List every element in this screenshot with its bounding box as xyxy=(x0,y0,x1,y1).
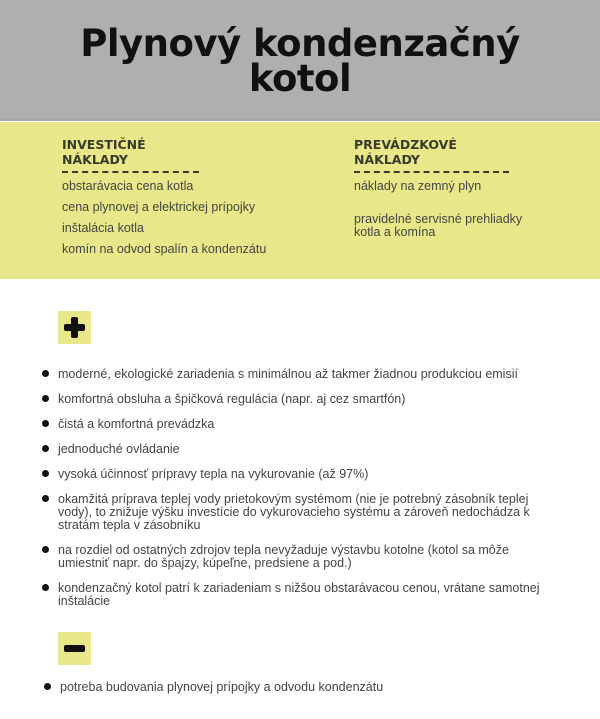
pros-list xyxy=(42,368,562,608)
list-item-text: na rozdiel od ostatných zdrojov tepla nevyžaduje výstavbu kotolne (kotol sa môže umiestniť napr. do špajzy, kúpeľne, predsiene a pod.) xyxy=(58,543,509,570)
bullet-icon xyxy=(42,420,49,427)
bullet-icon xyxy=(42,470,49,477)
investment-heading: INVESTIČNÉ NÁKLADY xyxy=(62,137,199,173)
list-item: pravidelné servisné prehliadky kotla a komína xyxy=(354,212,523,239)
page-title xyxy=(0,0,600,100)
cons-list xyxy=(44,681,564,694)
title-line-1: Plynový kondenzačný xyxy=(80,22,520,65)
operating-costs xyxy=(354,137,544,246)
list-item-text: vysoká účinnosť prípravy tepla na vykurovanie (až 97%) xyxy=(58,467,369,481)
plus-icon xyxy=(58,311,91,344)
list-item-text: kondenzačný kotol patrí k zariadeniam s nižšou obstarávacou cenou, vrátane samotnej inštalácie xyxy=(58,581,540,608)
list-item: náklady na zemný plyn xyxy=(354,179,482,193)
list-item: komín na odvod spalín a kondenzátu xyxy=(62,242,267,256)
title-banner xyxy=(0,0,600,121)
investment-costs xyxy=(62,137,266,263)
list-item-text: okamžitá príprava teplej vody prietokovým systémom (nie je potrebný zásobník teplej vody), to znižuje výšku investície do vykurovacieho systému a zároveň nedochádza k stratám tepla v zásobníku xyxy=(58,492,530,532)
bullet-icon xyxy=(42,495,49,502)
list-item xyxy=(44,681,564,694)
list-item-text: potreba budovania plynovej prípojky a odvodu kondenzátu xyxy=(60,680,384,694)
bullet-icon xyxy=(44,683,51,690)
bullet-icon xyxy=(42,370,49,377)
list-item xyxy=(42,443,562,456)
minus-icon xyxy=(58,632,91,665)
list-item xyxy=(42,368,562,381)
list-item-text: čistá a komfortná prevádzka xyxy=(58,417,215,431)
title-line-2: kotol xyxy=(248,57,352,100)
list-item xyxy=(42,468,562,481)
operating-heading: PREVÁDZKOVÉ NÁKLADY xyxy=(354,137,509,173)
list-item xyxy=(42,544,562,570)
list-item: cena plynovej a elektrickej prípojky xyxy=(62,200,256,214)
bullet-icon xyxy=(42,546,49,553)
list-item-text: jednoduché ovládanie xyxy=(58,442,180,456)
list-item: obstarávacia cena kotla xyxy=(62,179,194,193)
costs-section xyxy=(0,122,600,279)
bullet-icon xyxy=(42,395,49,402)
bullet-icon xyxy=(42,584,49,591)
list-item: inštalácia kotla xyxy=(62,221,144,235)
list-item-text: moderné, ekologické zariadenia s minimálnou až takmer žiadnou produkciou emisií xyxy=(58,367,518,381)
list-item xyxy=(42,493,562,532)
list-item-text: komfortná obsluha a špičková regulácia (napr. aj cez smartfón) xyxy=(58,392,406,406)
list-item xyxy=(42,393,562,406)
bullet-icon xyxy=(42,445,49,452)
list-item xyxy=(42,582,562,608)
list-item xyxy=(42,418,562,431)
